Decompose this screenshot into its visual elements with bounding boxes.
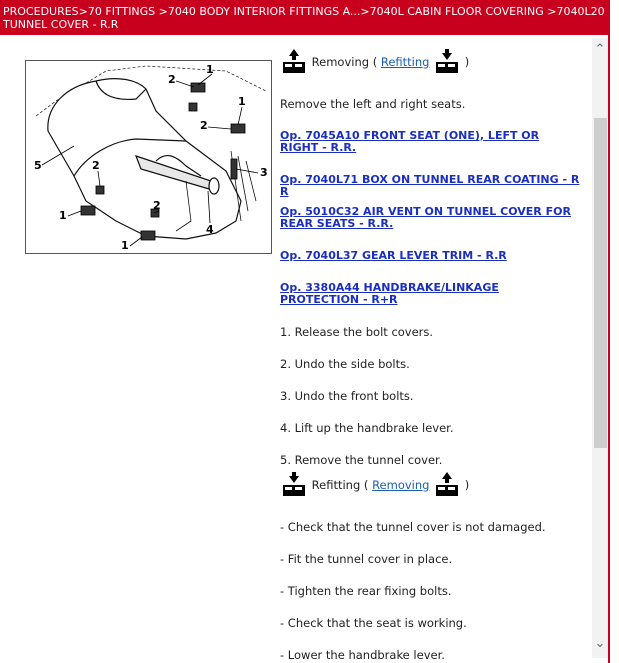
window-border bbox=[608, 0, 619, 663]
removing-up-icon bbox=[433, 471, 461, 500]
diagram-label: 2 bbox=[200, 119, 208, 132]
step-3: 3. Undo the front bolts. bbox=[280, 389, 414, 403]
refit-step-2: - Fit the tunnel cover in place. bbox=[280, 552, 453, 566]
breadcrumb: PROCEDURES>70 FITTINGS >7040 BODY INTERIOR FITTINGS A...>7040L CABIN FLOOR COVERING >7040L20 TUNNEL COVER - R.R bbox=[0, 0, 608, 35]
scroll-down-arrow-icon[interactable]: ⌄ bbox=[594, 636, 606, 651]
refitting-down-icon bbox=[280, 471, 308, 500]
op-link-box-on-tunnel[interactable]: Op. 7040L71 BOX ON TUNNEL REAR COATING - R R bbox=[280, 173, 580, 198]
intro-text: Remove the left and right seats. bbox=[280, 97, 466, 111]
refitting-close: ) bbox=[464, 478, 470, 492]
removing-header bbox=[280, 48, 469, 77]
step-2: 2. Undo the side bolts. bbox=[280, 357, 410, 371]
step-5: 5. Remove the tunnel cover. bbox=[280, 453, 443, 467]
diagram-label: 5 bbox=[34, 159, 42, 172]
diagram-label: 1 bbox=[206, 63, 214, 76]
diagram-label: 1 bbox=[59, 209, 67, 222]
refit-step-3: - Tighten the rear fixing bolts. bbox=[280, 584, 452, 598]
op-link-air-vent[interactable]: Op. 5010C32 AIR VENT ON TUNNEL COVER FOR REAR SEATS - R.R. bbox=[280, 205, 571, 230]
op-link-handbrake-protection[interactable]: Op. 3380A44 HANDBRAKE/LINKAGE PROTECTION - R+R bbox=[280, 281, 499, 306]
diagram-label: 1 bbox=[238, 95, 246, 108]
scroll-up-arrow-icon[interactable]: ⌃ bbox=[594, 42, 606, 57]
removing-close: ) bbox=[464, 55, 470, 69]
removing-icon bbox=[280, 48, 308, 77]
op-link-front-seat[interactable]: Op. 7045A10 FRONT SEAT (ONE), LEFT OR RIGHT - R.R. bbox=[280, 129, 540, 154]
refitting-link[interactable]: Refitting bbox=[380, 55, 430, 69]
removing-link[interactable]: Removing bbox=[372, 478, 430, 492]
diagram-label: 4 bbox=[206, 223, 214, 236]
diagram-label: 2 bbox=[153, 199, 161, 212]
diagram-label: 3 bbox=[260, 166, 268, 179]
refit-step-4: - Check that the seat is working. bbox=[280, 616, 467, 630]
diagram-label: 2 bbox=[92, 159, 100, 172]
diagram-label: 1 bbox=[121, 239, 129, 252]
op-link-gear-lever-trim[interactable]: Op. 7040L37 GEAR LEVER TRIM - R.R bbox=[280, 249, 507, 262]
refitting-icon bbox=[433, 48, 461, 77]
diagram-label: 2 bbox=[168, 73, 176, 86]
refit-step-1: - Check that the tunnel cover is not damaged. bbox=[280, 520, 546, 534]
step-4: 4. Lift up the handbrake lever. bbox=[280, 421, 454, 435]
vertical-scrollbar[interactable] bbox=[592, 38, 608, 658]
refitting-header bbox=[280, 471, 469, 500]
refit-step-5: - Lower the handbrake lever. bbox=[280, 648, 445, 662]
diagram-drawing bbox=[26, 61, 271, 253]
step-1: 1. Release the bolt covers. bbox=[280, 325, 434, 339]
refitting-title: Refitting ( bbox=[311, 478, 369, 492]
scroll-thumb[interactable] bbox=[594, 118, 607, 448]
tunnel-cover-diagram bbox=[25, 60, 272, 254]
removing-title: Removing ( bbox=[311, 55, 378, 69]
